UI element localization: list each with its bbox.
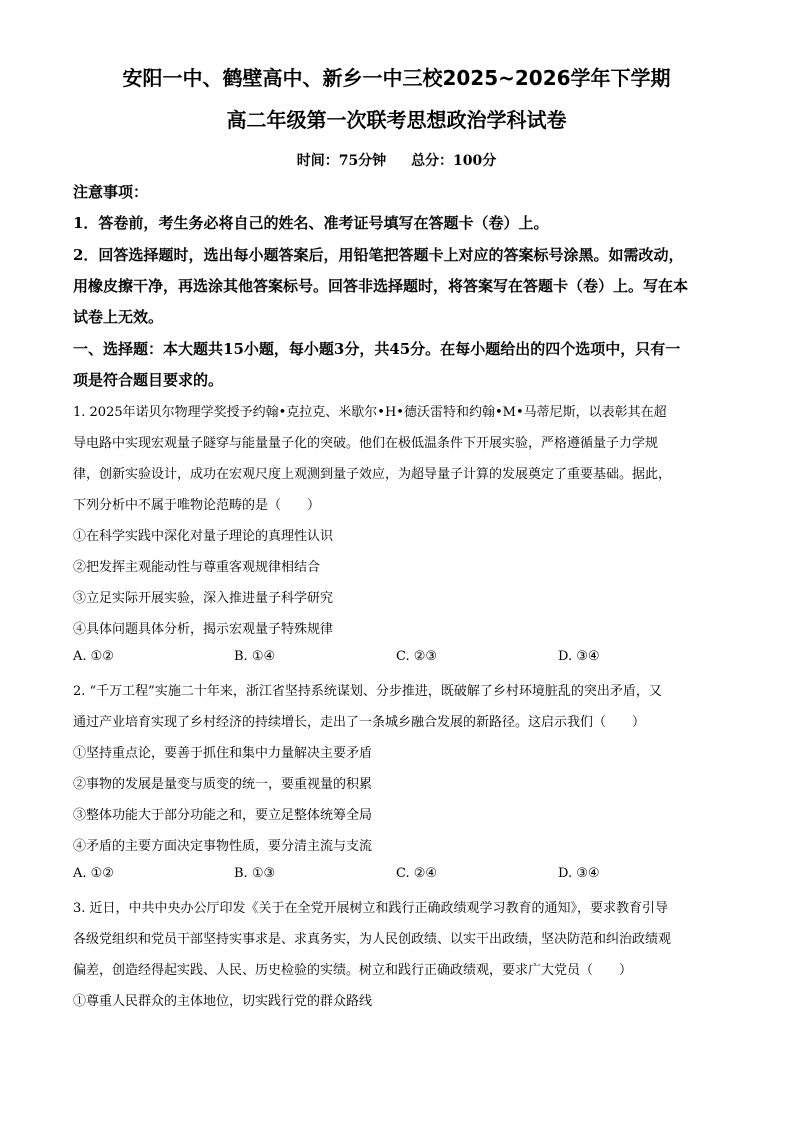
q2-item-2: ②事物的发展是量变与质变的统一，要重视量的积累	[73, 777, 373, 792]
notice-heading: 注意事项：	[73, 183, 149, 201]
q2-option-b: B. ①③	[234, 866, 276, 881]
exam-meta	[0, 150, 793, 170]
q1-stem-line2: 导电路中实现宏观量子隧穿与能量量子化的突破。他们在极低温条件下开展实验，严格遵循量子力学规	[73, 436, 659, 451]
exam-time: 时间：75分钟	[296, 153, 387, 169]
notice-item-2-line1: 2．回答选择题时，选出每小题答案后，用铅笔把答题卡上对应的答案标号涂黑。如需改动，	[73, 246, 684, 264]
q2-item-1: ①坚持重点论，要善于抓住和集中力量解决主要矛盾	[73, 746, 373, 761]
section1-heading-line1: 一、选择题：本大题共15小题，每小题3分，共45分。在每小题给出的四个选项中，只有一	[73, 340, 681, 358]
q3-item-1: ①尊重人民群众的主体地位，切实践行党的群众路线	[73, 994, 373, 1009]
q1-stem-line4: 下列分析中不属于唯物论范畴的是（ ）	[73, 498, 321, 513]
notice-item-2-line3: 试卷上无效。	[73, 308, 164, 326]
q1-option-d: D. ③④	[558, 649, 600, 664]
q1-item-1: ①在科学实践中深化对量子理论的真理性认识	[73, 529, 334, 544]
q1-option-c: C. ②③	[396, 649, 438, 664]
q3-stem-line2: 各级党组织和党员干部坚持实事求是、求真务实，为人民创政绩、以实干出政绩，坚决防范和纠治政绩观	[73, 932, 672, 947]
exam-title-line2: 高二年级第一次联考思想政治学科试卷	[226, 108, 567, 132]
q1-item-4: ④具体问题具体分析，揭示宏观量子特殊规律	[73, 622, 334, 637]
exam-score: 总分：100分	[411, 153, 497, 169]
q2-option-c: C. ②④	[396, 866, 438, 881]
q2-stem-line1: 2. “千万工程”实施二十年来，浙江省坚持系统谋划、分步推进，既破解了乡村环境脏乱的突出矛盾，又	[73, 684, 662, 699]
q1-item-3: ③立足实际开展实验，深入推进量子科学研究	[73, 591, 334, 606]
notice-item-1: 1．答卷前，考生务必将自己的姓名、准考证号填写在答题卡（卷）上。	[73, 214, 549, 232]
exam-title-line1: 安阳一中、鹤壁高中、新乡一中三校2025~2026学年下学期	[122, 66, 671, 90]
section1-heading-line2: 项是符合题目要求的。	[73, 371, 224, 389]
q2-option-a: A. ①②	[73, 866, 114, 881]
notice-item-2-line2: 用橡皮擦干净，再选涂其他答案标号。回答非选择题时，将答案写在答题卡（卷）上。写在本	[73, 277, 689, 295]
q1-stem-line3: 律，创新实验设计，成功在宏观尺度上观测到量子效应，为超导量子计算的发展奠定了重要基础。据此，	[73, 467, 672, 482]
q3-stem-line3: 偏差，创造经得起实践、人民、历史检验的实绩。树立和践行正确政绩观，要求广大党员（ ）	[73, 963, 633, 978]
q1-stem-line1: 1. 2025年诺贝尔物理学奖授予约翰•克拉克、米歇尔•H•德沃雷特和约翰•M•马蒂尼斯，以表彰其在超	[73, 405, 667, 420]
q1-item-2: ②把发挥主观能动性与尊重客观规律相结合	[73, 560, 321, 575]
q2-stem-line2: 通过产业培育实现了乡村经济的持续增长，走出了一条城乡融合发展的新路径。这启示我们（ ）	[73, 715, 646, 730]
q2-option-d: D. ③④	[558, 866, 600, 881]
q1-option-a: A. ①②	[73, 649, 114, 664]
q2-item-3: ③整体功能大于部分功能之和，要立足整体统筹全局	[73, 808, 373, 823]
q3-stem-line1: 3. 近日，中共中央办公厅印发《关于在全党开展树立和践行正确政绩观学习教育的通知》，要求教育引导	[73, 901, 669, 916]
q2-item-4: ④矛盾的主要方面决定事物性质，要分清主流与支流	[73, 839, 373, 854]
q1-option-b: B. ①④	[234, 649, 276, 664]
